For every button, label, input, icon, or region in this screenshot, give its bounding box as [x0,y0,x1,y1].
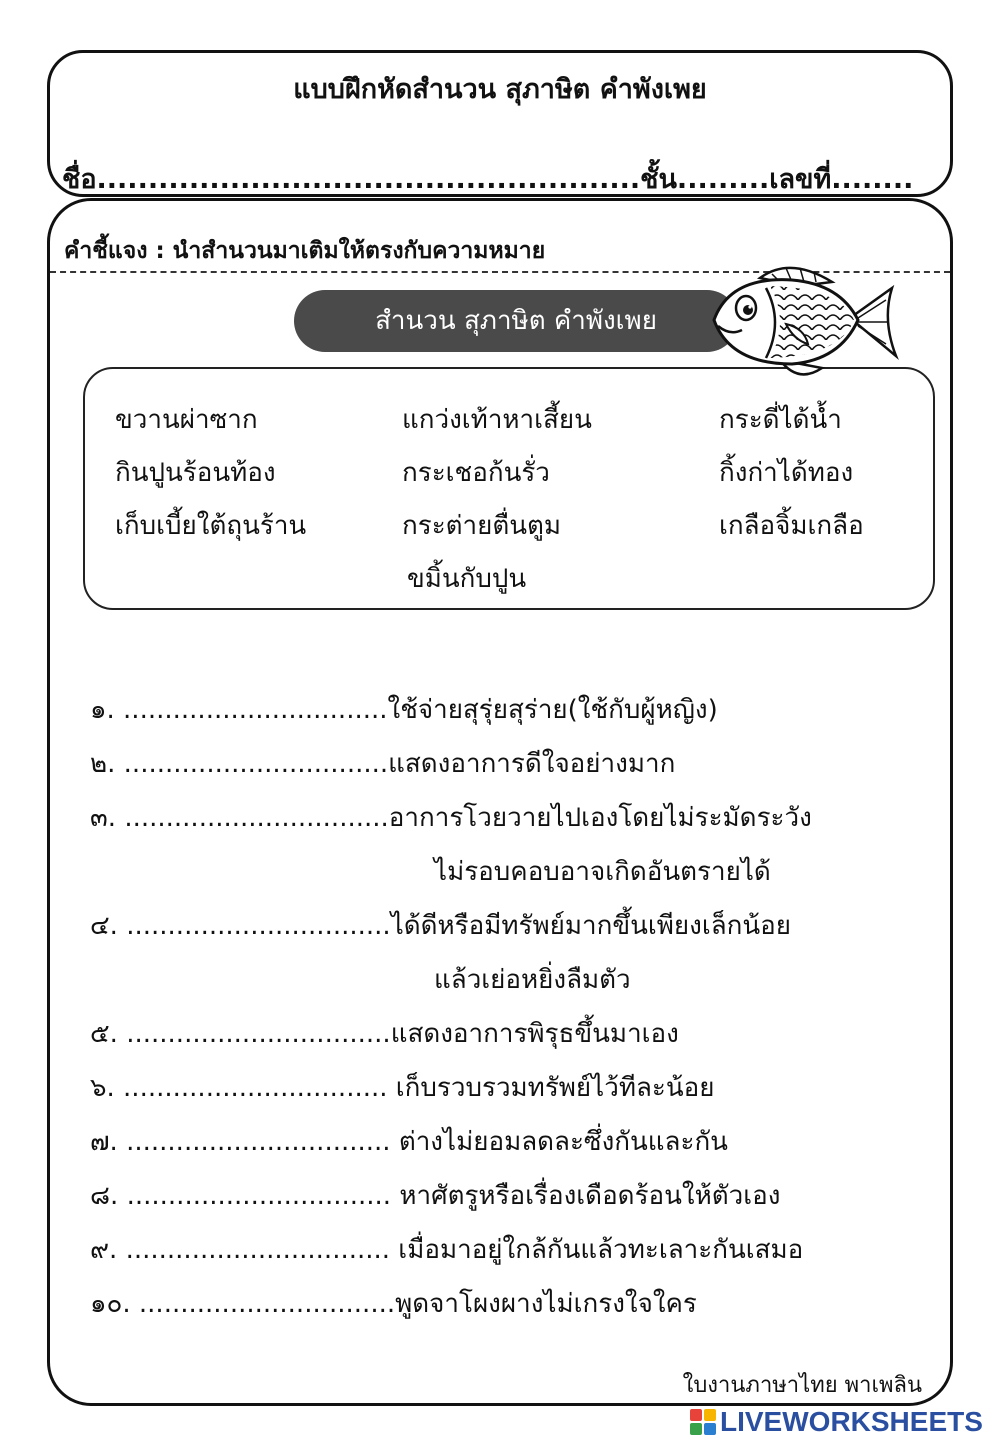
liveworksheets-watermark [690,1406,983,1438]
instructions: คำชี้แจง : นำสำนวนมาเติมให้ตรงกับความหมาย [64,238,546,264]
question-meaning: อาการโวยวายไปเองโดยไม่ระมัดระวัง [388,803,812,833]
question-7 [90,1121,728,1162]
question-number: ๕. [90,1019,118,1049]
question-10 [90,1283,697,1324]
word-bank-item: แกว่งเท้าหาเสี้ยน [402,405,592,435]
question-4-continued: แล้วเย่อหยิ่งลืมตัว [434,965,631,995]
question-number: ๑. [90,695,115,725]
word-bank [83,367,935,610]
word-bank-item: เกลือจิ้มเกลือ [719,511,864,541]
question-meaning: ต่างไม่ยอมลดละซึ่งกันและกัน [390,1127,728,1157]
question-meaning: พูดจาโผงผางไม่เกรงใจใคร [395,1289,697,1319]
word-bank-item: กินปูนร้อนท้อง [115,458,276,488]
question-8 [90,1175,780,1216]
question-2 [90,743,675,784]
credit-label: ใบงานภาษาไทย พาเพลิน [682,1373,922,1398]
header-box [47,50,953,197]
answer-blank[interactable]: ................................ [126,1127,391,1157]
question-meaning: แสดงอาการพิรุธขึ้นมาเอง [390,1019,679,1049]
name-class-number-row: ชื่อ.....................................................ชั้น.........เลขที่........ [62,164,914,195]
word-bank-item: ขมิ้นกับปูน [407,564,527,594]
answer-blank[interactable]: ................................ [123,749,389,779]
question-number: ๙. [90,1235,118,1265]
question-9 [90,1229,803,1270]
question-number: ๗. [90,1127,118,1157]
word-bank-item: เก็บเบี้ยใต้ถุนร้าน [115,511,307,541]
word-bank-item: ขวานผ่าซาก [115,405,258,435]
answer-blank[interactable]: ................................ [124,803,389,833]
question-number: ๓. [90,803,117,833]
question-meaning: ได้ดีหรือมีทรัพย์มากขึ้นเพียงเล็กน้อย [390,911,792,941]
answer-blank[interactable]: ................................ [126,911,391,941]
question-number: ๖. [90,1073,115,1103]
question-meaning: เก็บรวบรวมทรัพย์ไว้ทีละน้อย [387,1073,715,1103]
question-number: ๑๐. [90,1289,131,1319]
word-bank-item: กระต่ายตื่นตูม [402,511,562,541]
question-number: ๘. [90,1181,119,1211]
question-meaning: แสดงอาการดีใจอย่างมาก [388,749,676,779]
question-meaning: เมื่อมาอยู่ใกล้กันแล้วทะเลาะกันเสมอ [390,1235,804,1265]
word-bank-item: กระเชอก้นรั่ว [402,458,550,488]
liveworksheets-logo-icon [690,1409,716,1435]
question-5 [90,1013,679,1054]
question-number: ๔. [90,911,118,941]
question-number: ๒. [90,749,116,779]
answer-blank[interactable]: ............................... [138,1289,396,1319]
worksheet-title: แบบฝึกหัดสำนวน สุภาษิต คำพังเพย [293,74,707,105]
word-bank-item: กิ้งก่าได้ทอง [719,458,854,488]
question-6 [90,1067,715,1108]
question-meaning: หาศัตรูหรือเรื่องเดือดร้อนให้ตัวเอง [391,1181,781,1211]
word-bank-item: กระดี่ได้น้ำ [719,405,842,435]
answer-blank[interactable]: ................................ [123,695,388,725]
question-4 [90,905,791,946]
question-meaning: ใช้จ่ายสุรุ่ยสุร่าย(ใช้กับผู้หญิง) [387,695,718,725]
question-3-continued: ไม่รอบคอบอาจเกิดอันตรายได้ [434,857,771,887]
section-pill-title: สำนวน สุภาษิต คำพังเพย [294,290,738,352]
answer-blank[interactable]: ................................ [126,1181,392,1211]
answer-blank[interactable]: ................................ [126,1019,391,1049]
answer-blank[interactable]: ................................ [125,1235,391,1265]
watermark-text: LIVEWORKSHEETS [720,1406,983,1437]
answer-blank[interactable]: ................................ [123,1073,388,1103]
question-1 [90,689,718,730]
question-3 [90,797,812,838]
fish-illustration [700,260,900,384]
